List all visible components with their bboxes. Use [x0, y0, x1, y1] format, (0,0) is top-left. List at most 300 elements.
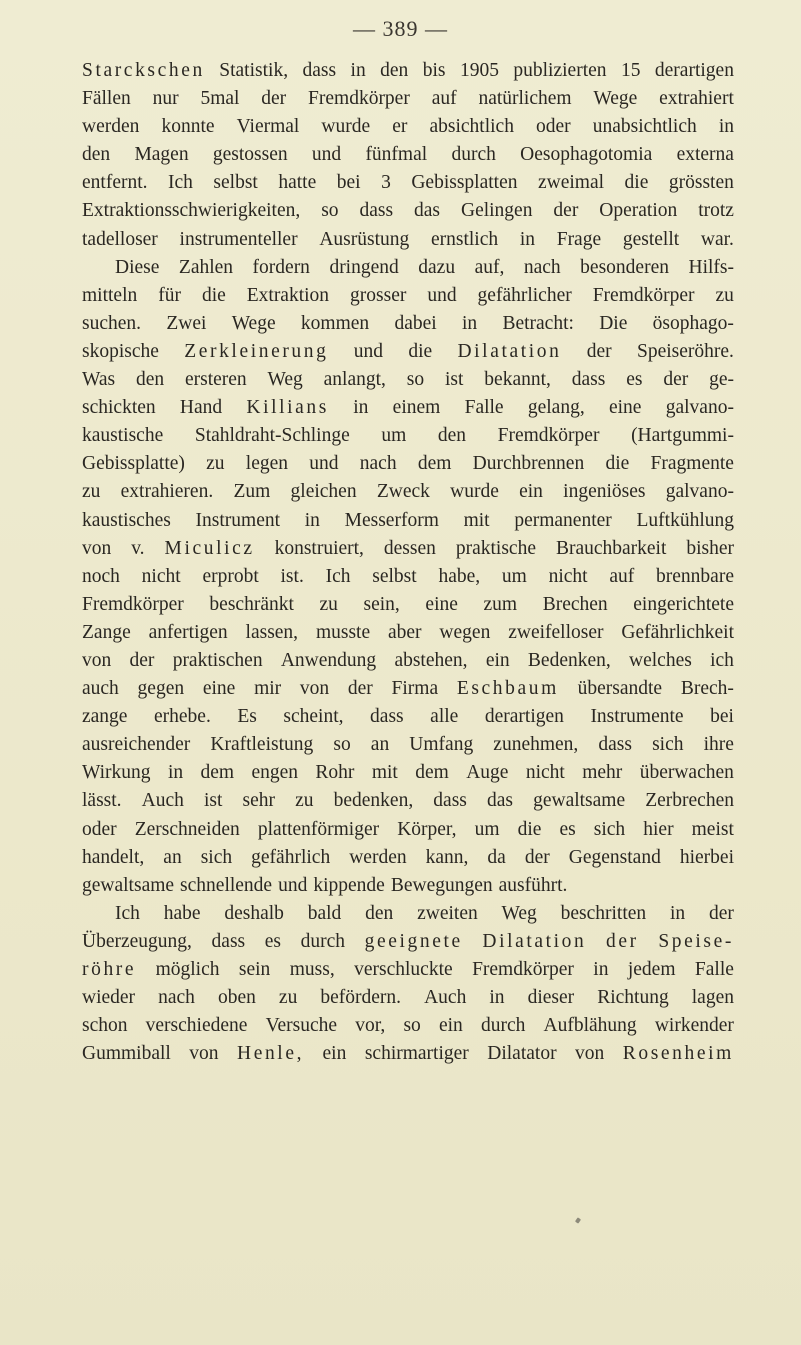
- word: entfernt.: [82, 172, 148, 194]
- word: und: [309, 453, 339, 475]
- word: sich: [593, 818, 626, 840]
- word: unabsichtlich: [592, 116, 697, 138]
- word: grössten: [668, 172, 734, 194]
- word: sehr: [242, 790, 276, 812]
- word: Weg: [267, 369, 303, 391]
- word: mehr: [582, 762, 623, 784]
- word: auf,: [474, 256, 505, 278]
- word: es: [264, 930, 282, 952]
- word: Fremdkörper: [592, 284, 695, 306]
- word: ausreichender: [82, 734, 191, 756]
- word: Hilfs-: [688, 256, 734, 278]
- spaced-word: geeignete: [364, 930, 463, 952]
- word: mit: [371, 762, 398, 784]
- word: Auch: [424, 987, 467, 1009]
- word: Körper,: [397, 818, 457, 840]
- word: extrahiert: [659, 88, 734, 110]
- word: da: [487, 846, 506, 868]
- word: von: [82, 649, 112, 671]
- word: eine: [425, 593, 458, 615]
- word: schon: [82, 1015, 128, 1037]
- text-line: [82, 928, 734, 956]
- word: an: [370, 734, 390, 756]
- word: dass: [211, 930, 246, 952]
- word: befördern.: [320, 987, 402, 1009]
- word: brennbare: [656, 565, 734, 587]
- word: dass: [302, 60, 337, 81]
- word: Zerschneiden: [134, 818, 240, 840]
- spaced-word: Dilatation: [482, 930, 587, 952]
- word: und: [278, 874, 308, 896]
- text-line: [82, 478, 734, 506]
- word: so: [333, 734, 351, 756]
- text-line: [82, 731, 734, 759]
- text-line: [82, 338, 734, 366]
- word: lässt.: [82, 790, 122, 812]
- word: der: [663, 369, 689, 391]
- word: durch: [300, 930, 346, 952]
- word: v.: [131, 537, 145, 559]
- word: ein: [322, 1043, 347, 1065]
- text-line: [82, 141, 734, 169]
- text-line: [82, 844, 734, 872]
- word: um: [381, 425, 407, 447]
- word: kaustisches: [82, 509, 171, 531]
- text-line: [82, 759, 734, 787]
- word: handelt,: [82, 846, 145, 868]
- word: die: [201, 284, 226, 306]
- word: dass: [359, 200, 394, 222]
- word: so: [321, 200, 339, 222]
- word: Weg: [501, 902, 537, 924]
- word: den: [135, 369, 165, 391]
- word: nach: [523, 256, 561, 278]
- word: Viermal: [236, 116, 300, 138]
- word: dringend: [329, 256, 399, 278]
- word: dabei: [394, 312, 437, 334]
- word: 15: [620, 60, 641, 81]
- word: Zwei: [166, 312, 207, 334]
- word: wegen: [439, 621, 491, 643]
- word: Fremdkörper: [497, 425, 600, 447]
- word: Gegenstand: [568, 846, 661, 868]
- word: dem: [200, 762, 235, 784]
- word: Extraktionsschwierigkeiten,: [82, 200, 301, 222]
- word: Oesophagotomia: [520, 144, 653, 166]
- word: ein: [438, 1015, 463, 1037]
- text-line: [82, 900, 734, 928]
- word: Firma: [391, 678, 439, 700]
- word: Versuche: [265, 1015, 338, 1037]
- word: es: [626, 369, 643, 391]
- word: dass: [598, 734, 632, 756]
- word: verschluckte: [354, 959, 453, 980]
- text-line: [82, 254, 734, 282]
- word: die: [408, 340, 433, 362]
- word: eine: [202, 678, 236, 700]
- word: skopische: [82, 340, 159, 362]
- word: gestossen: [212, 144, 288, 166]
- text-line: [82, 872, 734, 900]
- word: Instrumente: [590, 706, 684, 728]
- word: Diese: [115, 256, 160, 278]
- word: Umfang: [409, 734, 474, 756]
- word: gleichen: [290, 481, 357, 503]
- word: hierbei: [679, 846, 734, 868]
- word: hier: [643, 818, 674, 840]
- word: Dilatator: [487, 1043, 557, 1065]
- word: überwachen: [639, 762, 734, 784]
- word: in: [461, 312, 478, 334]
- word: mir: [254, 678, 282, 700]
- word: Zerbrechen: [645, 790, 734, 812]
- word: bedenken,: [333, 790, 414, 812]
- word: Wege: [593, 88, 638, 110]
- word: nicht: [525, 762, 565, 784]
- word: Durchbrennen: [472, 453, 585, 475]
- word: der: [524, 846, 550, 868]
- body-text: [82, 57, 734, 1068]
- word: lassen,: [245, 621, 299, 643]
- word: zu: [715, 284, 734, 306]
- text-line: [82, 956, 734, 984]
- word: zweimal: [537, 172, 605, 194]
- word: schickten: [82, 397, 156, 419]
- word: bei: [710, 706, 734, 728]
- word: muss,: [289, 959, 335, 980]
- word: nur: [152, 88, 179, 110]
- text-line: [82, 394, 734, 422]
- word: oben: [217, 987, 256, 1009]
- word: Falle: [464, 397, 504, 419]
- word: für: [158, 284, 181, 306]
- text-line: [82, 563, 734, 591]
- text-line: [82, 366, 734, 394]
- word: aber: [387, 621, 422, 643]
- text-line: [82, 57, 734, 85]
- word: oder: [536, 116, 571, 138]
- word: welches: [629, 649, 692, 671]
- word: ausführt.: [498, 874, 568, 896]
- word: kaustische: [82, 425, 164, 447]
- word: 3: [381, 172, 391, 194]
- word: kommen: [300, 312, 370, 334]
- spaced-word: röhre: [82, 959, 137, 980]
- spaced-word: Killians: [246, 397, 329, 419]
- word: dass: [433, 790, 467, 812]
- word: durch: [451, 144, 496, 166]
- word: plattenförmiger: [257, 818, 380, 840]
- word: an: [163, 846, 182, 868]
- word: dazu: [418, 256, 456, 278]
- word: so: [403, 1015, 421, 1037]
- spaced-word: Rosenheim: [622, 1043, 734, 1065]
- word: Fremdkörper: [82, 593, 184, 615]
- word: Bedenken,: [527, 649, 611, 671]
- word: erhebe.: [154, 706, 211, 728]
- word: von: [82, 537, 112, 559]
- word: extrahieren.: [120, 481, 214, 503]
- paper-speck: [575, 1217, 581, 1223]
- word: Wege: [231, 312, 276, 334]
- word: Falle: [694, 959, 734, 980]
- word: gegen: [137, 678, 185, 700]
- text-line: [82, 1040, 734, 1068]
- word: Aufblähung: [543, 1015, 637, 1037]
- text-line: [82, 507, 734, 535]
- text-line: [82, 984, 734, 1012]
- word: zu: [206, 453, 225, 475]
- word: selbst: [213, 172, 258, 194]
- word: der: [553, 200, 579, 222]
- word: bald: [307, 902, 342, 924]
- word: der: [586, 340, 612, 362]
- word: Hand: [179, 397, 223, 419]
- word: derartigen: [484, 706, 564, 728]
- word: zweifelloser: [508, 621, 604, 643]
- word: Instrument: [195, 509, 281, 531]
- word: selbst: [372, 565, 417, 587]
- text-line: [82, 310, 734, 338]
- word: Operation: [599, 200, 678, 222]
- word: bis: [422, 60, 446, 81]
- word: ernstlich: [430, 228, 499, 250]
- word: einem: [392, 397, 441, 419]
- word: vor,: [355, 1015, 386, 1037]
- word: zu: [319, 593, 338, 615]
- word: Magen: [134, 144, 189, 166]
- word: ihre: [703, 734, 734, 756]
- word: Ausrüstung: [319, 228, 410, 250]
- word: Brechen: [542, 593, 608, 615]
- spaced-word: Zerkleinerung: [184, 340, 329, 362]
- word: grosser: [350, 284, 407, 306]
- word: um: [474, 818, 500, 840]
- text-line: [82, 226, 734, 254]
- word: wurde: [450, 481, 499, 503]
- word: nicht: [548, 565, 588, 587]
- word: den: [82, 144, 111, 166]
- word: Stahldraht-Schlinge: [194, 425, 350, 447]
- word: konnte: [161, 116, 215, 138]
- word: tadelloser: [82, 228, 158, 250]
- word: praktischen: [172, 649, 263, 671]
- text-line: [82, 1012, 734, 1040]
- word: gewaltsame: [533, 790, 626, 812]
- word: sich: [652, 734, 684, 756]
- word: trotz: [698, 200, 734, 222]
- word: absichtlich: [429, 116, 514, 138]
- text-line: [82, 197, 734, 225]
- word: übersandte: [577, 678, 663, 700]
- word: zu: [278, 987, 298, 1009]
- word: anlangt,: [323, 369, 386, 391]
- word: kann,: [425, 846, 469, 868]
- word: Betracht:: [502, 312, 574, 334]
- word: dass: [571, 369, 606, 391]
- word: galvano-: [665, 481, 734, 503]
- word: das: [414, 200, 441, 222]
- word: Statistik,: [219, 60, 289, 81]
- word: verschiedene: [145, 1015, 248, 1037]
- word: engen: [251, 762, 299, 784]
- word: Was: [82, 369, 116, 391]
- text-line: [82, 703, 734, 731]
- word: jedem: [627, 959, 676, 980]
- word: dem: [417, 453, 452, 475]
- word: 1905: [459, 60, 499, 81]
- word: dem: [415, 762, 449, 784]
- word: den: [437, 425, 467, 447]
- word: dessen: [383, 537, 436, 559]
- word: Luftkühlung: [636, 509, 734, 531]
- word: der: [708, 902, 734, 924]
- word: durch: [480, 1015, 526, 1037]
- word: natürlichem: [478, 88, 572, 110]
- spaced-word: Dilatation: [457, 340, 562, 362]
- word: praktische: [455, 537, 536, 559]
- word: suchen.: [82, 312, 142, 334]
- word: ist: [203, 790, 223, 812]
- text-line: [82, 282, 734, 310]
- word: der: [261, 88, 287, 110]
- word: beschränkt: [209, 593, 294, 615]
- word: bisher: [686, 537, 734, 559]
- word: Es: [237, 706, 257, 728]
- word: Ich: [115, 902, 140, 924]
- page-number: — 389 —: [353, 16, 448, 41]
- word: auf: [431, 88, 457, 110]
- word: und: [311, 144, 342, 166]
- word: Zweck: [376, 481, 430, 503]
- word: derartigen: [654, 60, 734, 81]
- word: fünfmal: [365, 144, 428, 166]
- word: werden: [82, 116, 140, 138]
- word: ein: [485, 649, 510, 671]
- word: gewaltsame: [82, 874, 175, 896]
- word: Kraftleistung: [210, 734, 314, 756]
- word: permanenter: [514, 509, 612, 531]
- word: scheint,: [283, 706, 344, 728]
- word: Zum: [233, 481, 271, 503]
- text-line: [82, 816, 734, 844]
- word: schirmartiger: [364, 1043, 469, 1065]
- word: die: [517, 818, 542, 840]
- word: (Hartgummi-: [631, 425, 734, 447]
- word: zange: [82, 706, 128, 728]
- word: eingerichtete: [633, 593, 734, 615]
- word: bei: [336, 172, 361, 194]
- word: eine: [608, 397, 642, 419]
- word: wurde: [321, 116, 371, 138]
- word: habe: [163, 902, 201, 924]
- text-line: [82, 787, 734, 815]
- word: deshalb: [224, 902, 284, 924]
- word: werden: [349, 846, 407, 868]
- word: abstehen,: [394, 649, 468, 671]
- word: in: [669, 902, 686, 924]
- text-line: [82, 619, 734, 647]
- word: Brauchbarkeit: [555, 537, 667, 559]
- word: ich: [710, 649, 734, 671]
- word: zum: [483, 593, 518, 615]
- word: ösophago-: [652, 312, 734, 334]
- word: Auch: [141, 790, 184, 812]
- word: und: [353, 340, 384, 362]
- word: in: [353, 397, 369, 419]
- word: es: [559, 818, 576, 840]
- word: wirkender: [654, 1015, 734, 1037]
- word: ge-: [709, 369, 734, 391]
- word: erprobt: [202, 565, 259, 587]
- word: musste: [315, 621, 371, 643]
- word: von: [189, 1043, 219, 1065]
- word: Zange: [82, 621, 131, 643]
- word: instrumenteller: [179, 228, 298, 250]
- word: externa: [676, 144, 734, 166]
- word: gelang,: [527, 397, 585, 419]
- text-line: [82, 591, 734, 619]
- word: sein,: [363, 593, 400, 615]
- word: Gummiball: [82, 1043, 171, 1065]
- word: Fremdkörper: [472, 959, 574, 980]
- spaced-word: Speise-: [658, 930, 734, 952]
- word: Fremdkörper: [308, 88, 410, 110]
- spaced-word: der: [606, 930, 639, 952]
- word: den: [365, 902, 394, 924]
- word: beschritten: [560, 902, 647, 924]
- word: das: [486, 790, 513, 812]
- word: hatte: [278, 172, 317, 194]
- word: Gefährlichkeit: [621, 621, 734, 643]
- word: Bewegungen: [390, 874, 493, 896]
- word: Überzeugung,: [82, 930, 192, 952]
- word: zu: [82, 481, 101, 503]
- word: Rohr: [315, 762, 355, 784]
- word: Gebissplatten: [411, 172, 518, 194]
- word: nach: [158, 987, 195, 1009]
- word: besonderen: [580, 256, 669, 278]
- word: Ich: [325, 565, 351, 587]
- word: Zahlen: [178, 256, 234, 278]
- word: in: [593, 959, 609, 980]
- word: Messerform: [344, 509, 439, 531]
- spaced-word: Eschbaum: [456, 678, 559, 700]
- word: und: [427, 284, 457, 306]
- word: dass: [370, 706, 404, 728]
- word: Fällen: [82, 88, 131, 110]
- word: konstruiert,: [274, 537, 364, 559]
- word: lagen: [691, 987, 734, 1009]
- word: legen: [245, 453, 289, 475]
- word: meist: [691, 818, 734, 840]
- text-line: [82, 85, 734, 113]
- word: gefährlicher: [477, 284, 572, 306]
- word: Gebissplatte): [82, 453, 185, 475]
- word: nach: [359, 453, 397, 475]
- word: zweiten: [417, 902, 478, 924]
- spaced-word: Henle,: [237, 1043, 305, 1065]
- word: anfertigen: [148, 621, 228, 643]
- text-line: [82, 675, 734, 703]
- text-line: [82, 169, 734, 197]
- word: publizierten: [513, 60, 607, 81]
- word: er: [392, 116, 408, 138]
- text-line: [82, 647, 734, 675]
- text-line: [82, 113, 734, 141]
- word: Auge: [466, 762, 509, 784]
- word: in: [489, 987, 505, 1009]
